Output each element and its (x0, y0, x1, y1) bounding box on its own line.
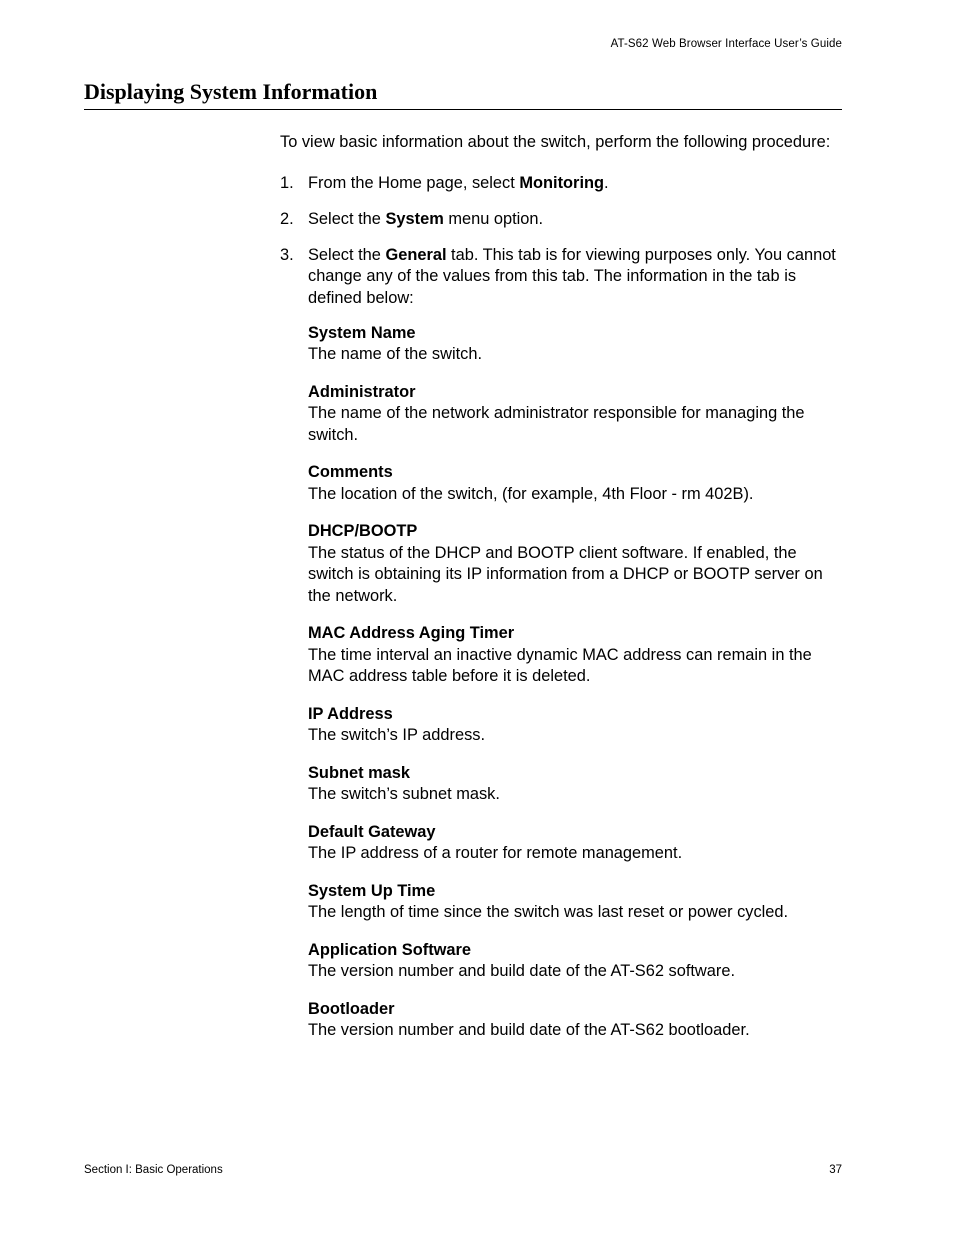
step-text-after: tab. This tab is for viewing purposes only. You cannot change any of the values from this tab. The information in the tab is defined below: (308, 245, 836, 307)
definition-bootloader (308, 999, 845, 1042)
definition-term: Administrator (308, 382, 416, 401)
definition-term: MAC Address Aging Timer (308, 624, 515, 642)
definition-list (308, 323, 845, 1042)
definition-subnet-mask (308, 763, 845, 806)
step-text (308, 210, 543, 228)
step-1 (280, 173, 845, 195)
procedure-steps (280, 173, 845, 310)
definition-administrator (308, 382, 845, 447)
definition-description: The version number and build date of the AT-S62 software. (308, 962, 736, 980)
running-header: AT-S62 Web Browser Interface User’s Guide (610, 38, 842, 50)
definition-description: The IP address of a router for remote management. (308, 844, 683, 862)
definition-dhcp-bootp (308, 521, 845, 607)
definition-description: The name of the switch. (308, 345, 483, 363)
step-2 (280, 209, 845, 231)
step-text-after: . (604, 173, 609, 192)
step-ui-term: General (385, 245, 447, 264)
step-text (308, 246, 836, 307)
definition-term: System Name (308, 323, 416, 342)
definition-description: The switch’s IP address. (308, 726, 486, 744)
definition-description: The name of the network administrator responsible for managing the switch. (308, 404, 805, 444)
definition-default-gateway (308, 822, 845, 865)
footer-section-label: Section I: Basic Operations (84, 1164, 223, 1176)
step-number: 1. (280, 173, 294, 192)
definition-mac-aging-timer (308, 623, 845, 688)
definition-description: The switch’s subnet mask. (308, 785, 500, 803)
step-text-before: Select the (308, 245, 386, 264)
definition-description: The version number and build date of the AT-S62 bootloader. (308, 1021, 750, 1039)
step-text (308, 174, 609, 192)
body-text (280, 132, 845, 1058)
definition-description: The time interval an inactive dynamic MAC address can remain in the MAC address table before it is deleted. (308, 645, 812, 685)
step-number: 3. (280, 245, 294, 264)
step-text-before: From the Home page, select (308, 173, 520, 192)
definition-term: Comments (308, 463, 393, 481)
title-rule (84, 109, 842, 110)
step-text-after: menu option. (443, 209, 544, 228)
section-title: Displaying System Information (84, 79, 378, 104)
definition-term: Bootloader (308, 999, 395, 1018)
intro-paragraph: To view basic information about the switch, perform the following procedure: (280, 133, 831, 151)
definition-comments (308, 462, 845, 505)
definition-ip-address (308, 704, 845, 747)
definition-system-up-time (308, 881, 845, 924)
definition-term: IP Address (308, 704, 393, 723)
step-text-before: Select the (308, 209, 386, 228)
footer-page-number: 37 (829, 1164, 842, 1176)
step-ui-term: Monitoring (519, 173, 605, 192)
step-number: 2. (280, 209, 294, 228)
definition-term: DHCP/BOOTP (308, 522, 418, 540)
definition-description: The location of the switch, (for example, 4th Floor - rm 402B). (308, 484, 754, 503)
step-3 (280, 245, 845, 310)
definition-application-software (308, 940, 845, 983)
definition-description: The status of the DHCP and BOOTP client software. If enabled, the switch is obtaining its IP information from a DHCP or BOOTP server on the network. (308, 543, 823, 605)
definition-term: Application Software (308, 940, 472, 959)
step-ui-term: System (385, 209, 444, 228)
definition-system-name (308, 323, 845, 366)
definition-term: System Up Time (308, 881, 436, 900)
definition-term: Subnet mask (308, 763, 411, 782)
definition-description: The length of time since the switch was last reset or power cycled. (308, 903, 789, 921)
definition-term: Default Gateway (308, 822, 436, 841)
